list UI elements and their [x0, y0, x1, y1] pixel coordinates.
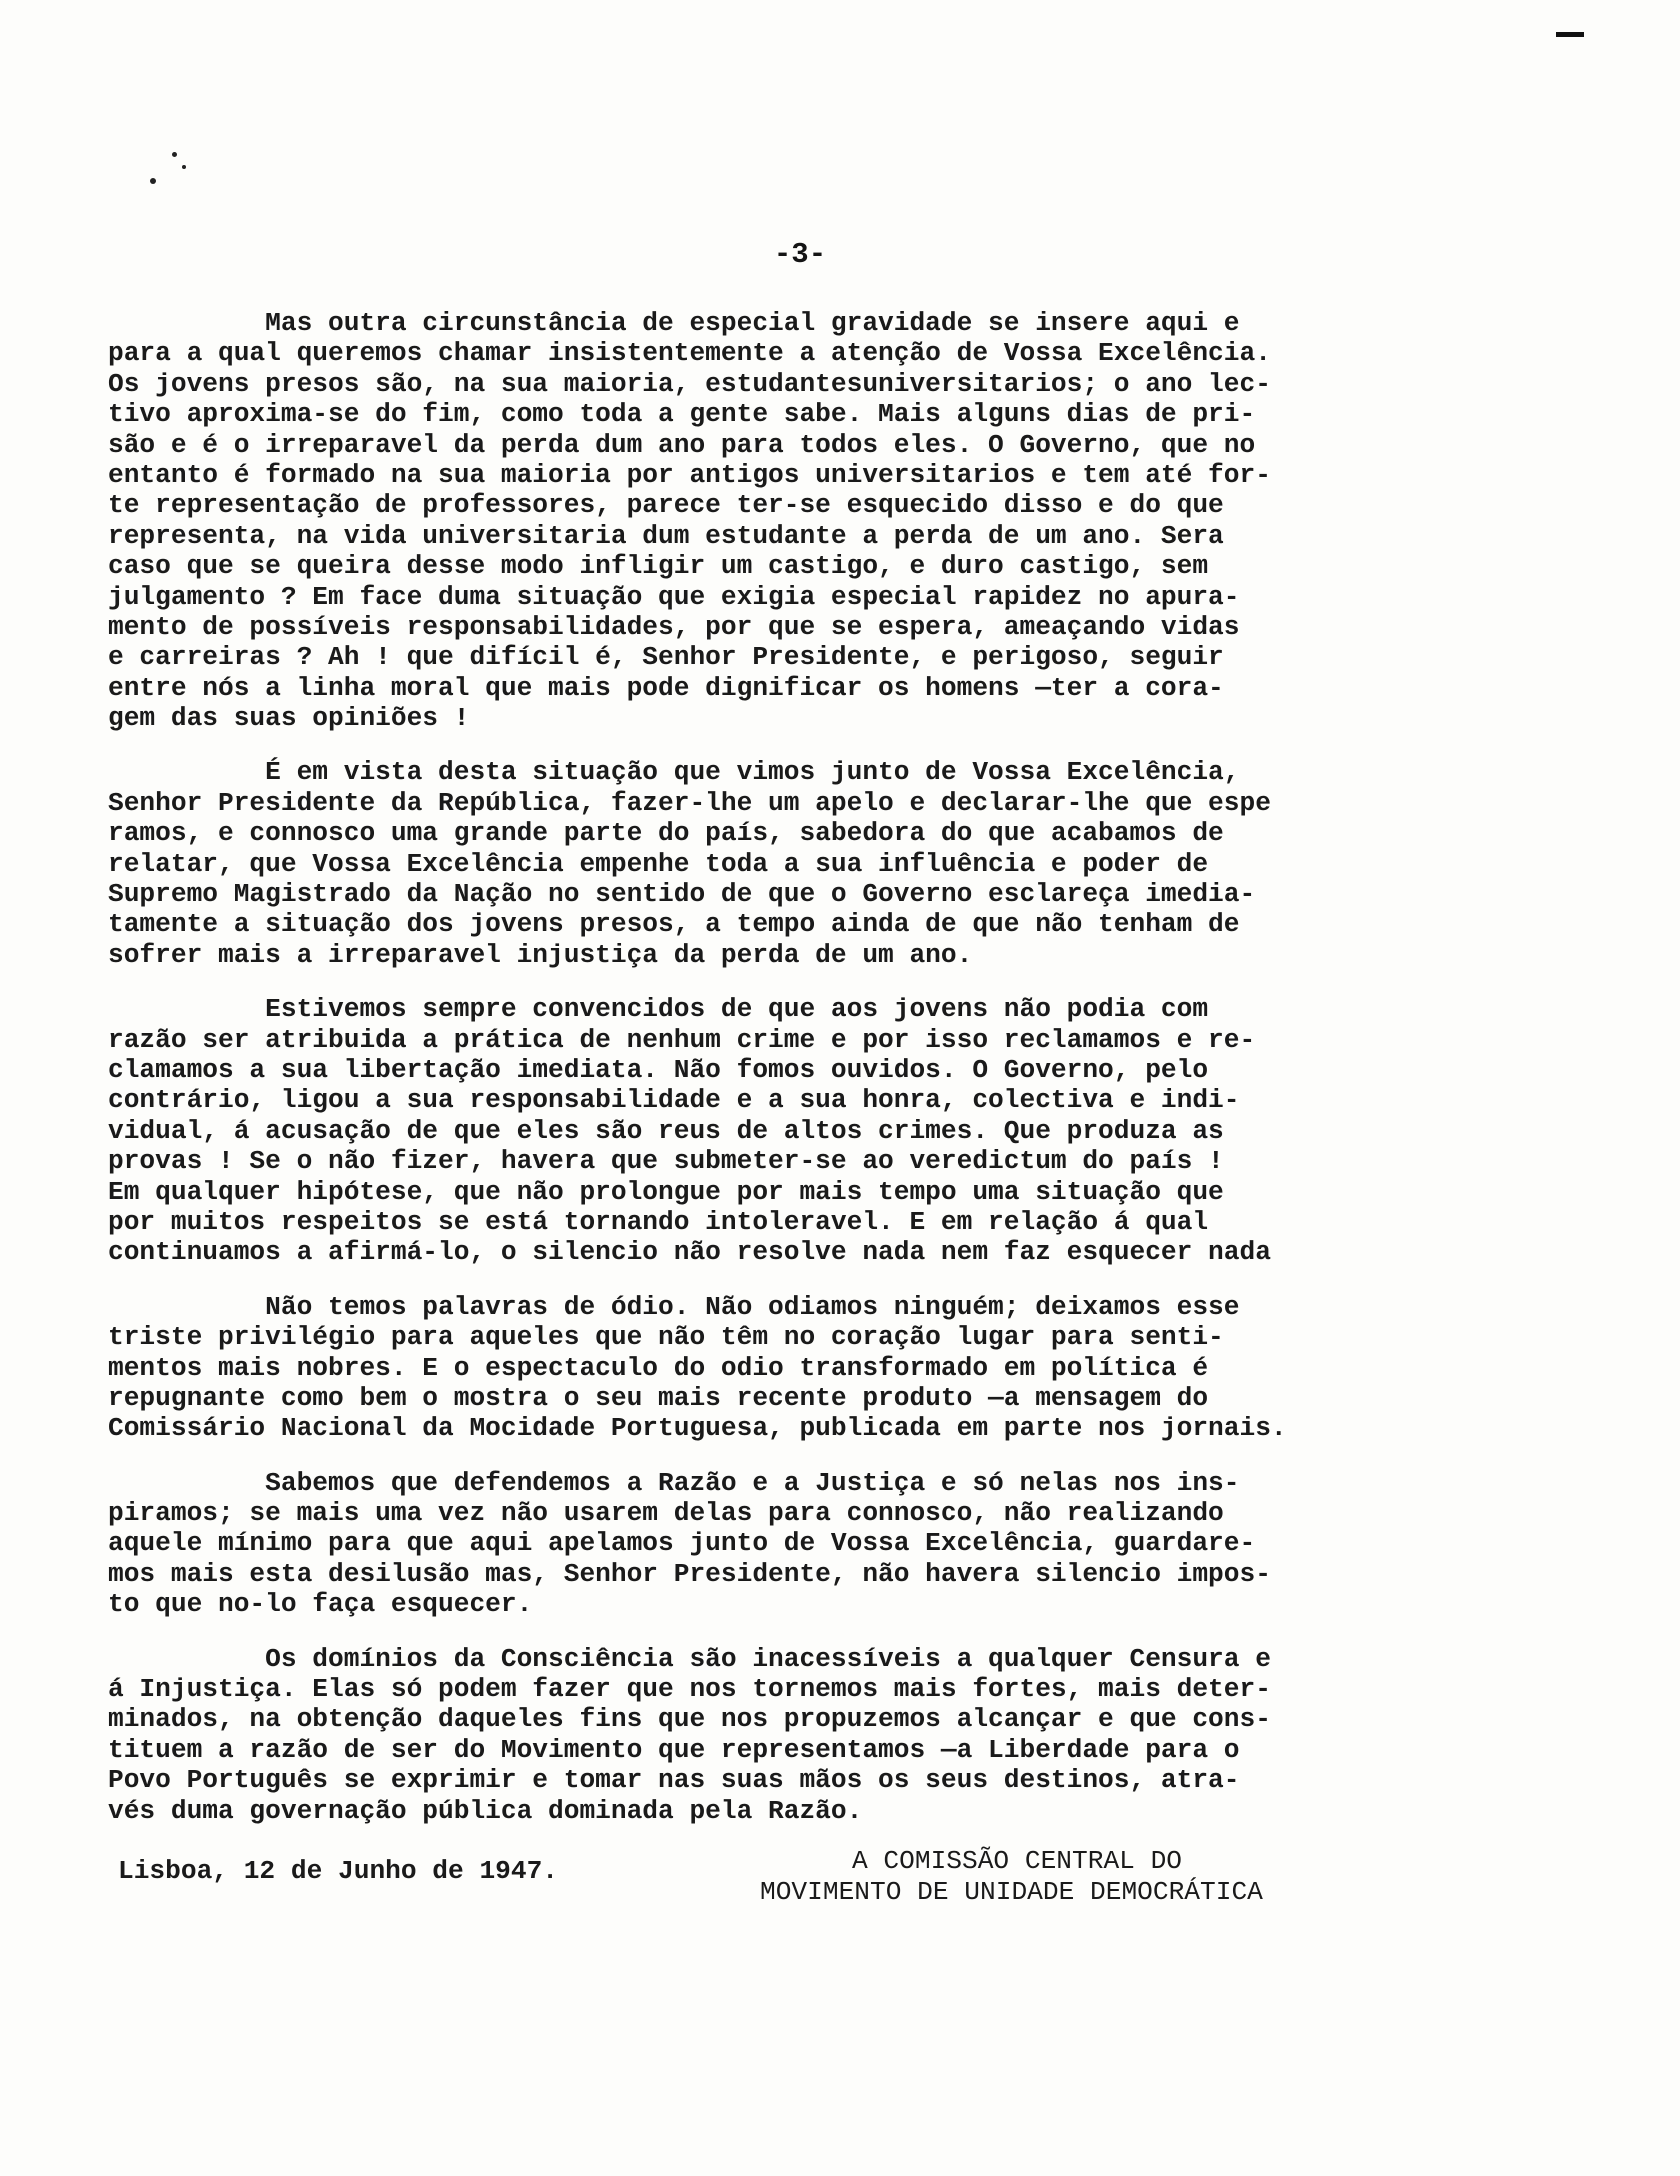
paragraph [108, 994, 1608, 1268]
text-line: piramos; se mais uma vez não usarem delas para connosco, não realizando [108, 1498, 1224, 1529]
paragraph [108, 1644, 1608, 1826]
paragraph [108, 757, 1608, 970]
text-line: caso que se queira desse modo infligir um castigo, e duro castigo, sem [108, 551, 1209, 582]
letter-body [108, 308, 1608, 1850]
text-line: para a qual queremos chamar insistentemente a atenção de Vossa Excelência. [108, 338, 1271, 369]
text-line: á Injustiça. Elas só podem fazer que nos tornemos mais fortes, mais deter- [108, 1674, 1271, 1705]
ink-speck [150, 178, 156, 184]
signatory-line: A COMISSÃO CENTRAL DO [852, 1846, 1183, 1876]
text-line: gem das suas opiniões ! [108, 703, 470, 734]
text-line: e carreiras ? Ah ! que difícil é, Senhor Presidente, e perigoso, seguir [108, 642, 1224, 673]
text-line: Em qualquer hipótese, que não prolongue por mais tempo uma situação que [108, 1176, 1224, 1207]
text-line: Povo Português se exprimir e tomar nas suas mãos os seus destinos, atra- [108, 1765, 1240, 1796]
paragraph [108, 1468, 1608, 1620]
text-line: vés duma governação pública dominada pela Razão. [108, 1795, 863, 1826]
text-line: ramos, e connosco uma grande parte do país, sabedora do que acabamos de [108, 818, 1224, 849]
text-line: Supremo Magistrado da Nação no sentido de que o Governo esclareça imedia- [108, 879, 1256, 910]
text-line: Comissário Nacional da Mocidade Portuguesa, publicada em parte nos jornais. [108, 1413, 1287, 1444]
text-line: tivo aproxima-se do fim, como toda a gente sabe. Mais alguns dias de pri- [108, 399, 1256, 430]
text-line: contrário, ligou a sua responsabilidade e a sua honra, colectiva e indi- [108, 1085, 1240, 1116]
text-line: mos mais esta desilusão mas, Senhor Presidente, não havera silencio impos- [108, 1558, 1271, 1589]
text-line: entanto é formado na sua maioria por antigos universitarios e tem até for- [108, 459, 1271, 490]
text-line: aquele mínimo para que aqui apelamos junto de Vossa Excelência, guardare- [108, 1528, 1256, 1559]
text-line: clamamos a sua libertação imediata. Não fomos ouvidos. O Governo, pelo [108, 1054, 1209, 1085]
text-line: Os domínios da Consciência são inacessíveis a qualquer Censura e [108, 1643, 1271, 1674]
text-line: to que no-lo faça esquecer. [108, 1589, 533, 1620]
ink-speck [172, 152, 177, 157]
text-line: provas ! Se o não fizer, havera que submeter-se ao veredictum do país ! [108, 1146, 1224, 1177]
text-line: repugnante como bem o mostra o seu mais recente produto —a mensagem do [108, 1382, 1209, 1413]
text-line: vidual, á acusação de que eles são reus de altos crimes. Que produza as [108, 1115, 1224, 1146]
page-number: -3- [773, 238, 827, 271]
text-line: triste privilégio para aqueles que não têm no coração lugar para senti- [108, 1322, 1224, 1353]
ink-dash-mark [1556, 32, 1584, 37]
text-line: minados, na obtenção daqueles fins que nos propuzemos alcançar e que cons- [108, 1704, 1271, 1735]
text-line: entre nós a linha moral que mais pode dignificar os homens —ter a cora- [108, 672, 1224, 703]
text-line: tamente a situação dos jovens presos, a tempo ainda de que não tenham de [108, 909, 1240, 940]
text-line: Os jovens presos são, na sua maioria, estudantesuniversitarios; o ano lec- [108, 368, 1271, 399]
text-line: julgamento ? Em face duma situação que exigia especial rapidez no apura- [108, 581, 1240, 612]
text-line: tituem a razão de ser do Movimento que representamos —a Liberdade para o [108, 1734, 1240, 1765]
text-line: razão ser atribuida a prática de nenhum crime e por isso reclamamos e re- [108, 1024, 1256, 1055]
paragraph [108, 1292, 1608, 1444]
text-line: por muitos respeitos se está tornando intoleravel. E em relação á qual [108, 1206, 1209, 1237]
place-and-date: Lisboa, 12 de Junho de 1947. [118, 1856, 559, 1886]
text-line: Sabemos que defendemos a Razão e a Justiça e só nelas nos ins- [108, 1467, 1240, 1498]
text-line: Senhor Presidente da República, fazer-lhe um apelo e declarar-lhe que espe [108, 787, 1271, 818]
text-line: Estivemos sempre convencidos de que aos jovens não podia com [108, 994, 1209, 1025]
text-line: continuamos a afirmá-lo, o silencio não resolve nada nem faz esquecer nada [108, 1237, 1271, 1268]
text-line: Mas outra circunstância de especial gravidade se insere aqui e [108, 308, 1240, 338]
text-line: mento de possíveis responsabilidades, por que se espera, ameaçando vidas [108, 611, 1240, 642]
ink-speck [182, 165, 186, 169]
text-line: É em vista desta situação que vimos junto de Vossa Excelência, [108, 757, 1240, 788]
signatory-line: MOVIMENTO DE UNIDADE DEMOCRÁTICA [760, 1877, 1263, 1907]
text-line: te representação de professores, parece ter-se esquecido disso e do que [108, 490, 1224, 521]
text-line: sofrer mais a irreparavel injustiça da perda de um ano. [108, 939, 973, 970]
text-line: representa, na vida universitaria dum estudante a perda de um ano. Sera [108, 520, 1224, 551]
text-line: relatar, que Vossa Excelência empenhe toda a sua influência e poder de [108, 848, 1209, 879]
text-line: Não temos palavras de ódio. Não odiamos ninguém; deixamos esse [108, 1291, 1240, 1322]
paragraph [108, 308, 1608, 733]
signature-block [760, 1846, 1263, 1908]
text-line: são e é o irreparavel da perda dum ano para todos eles. O Governo, que no [108, 429, 1256, 460]
text-line: mentos mais nobres. E o espectaculo do odio transformado em política é [108, 1352, 1209, 1383]
